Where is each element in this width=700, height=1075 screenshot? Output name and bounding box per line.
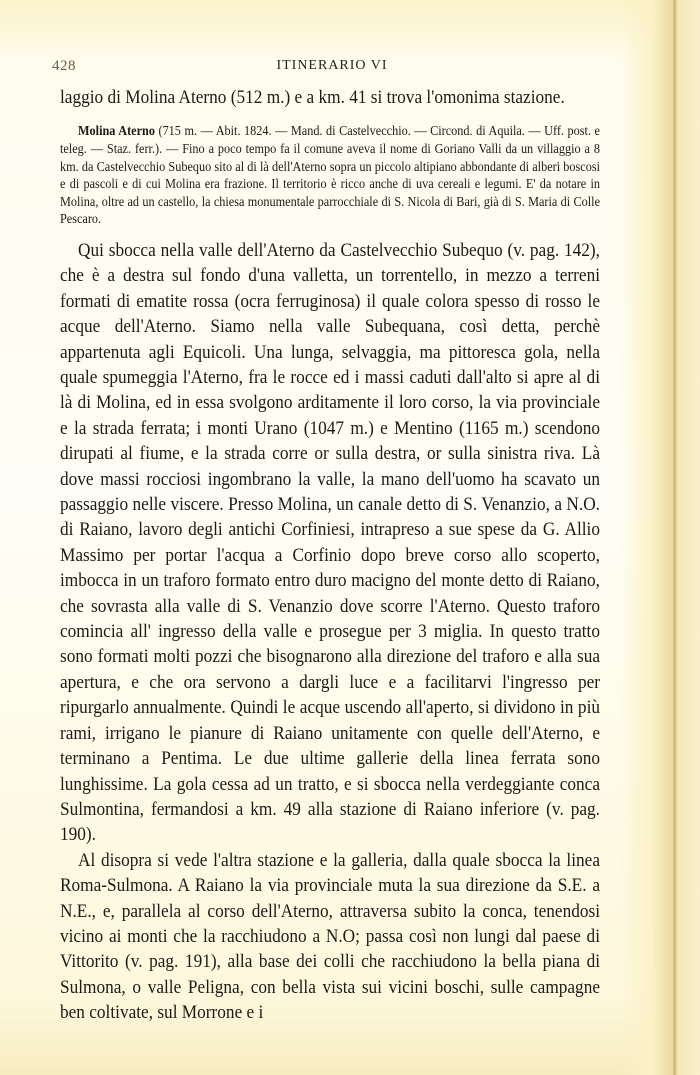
paragraph-main: Qui sbocca nella valle dell'Aterno da Castelvecchio Subequo (v. pag. 142), che è a destra sul fondo d'una valletta, un torrentello, in mezzo a terreni formati di ematite rossa (ocra ferruginosa) il quale colora spesso di rosso le acque dell'Aterno. Siamo nella valle Subequana, così detta, perchè appartenuta agli Equicoli. Una lunga, selvaggia, ma pittoresca gola, nella quale spumeggia l'Aterno, fra le rocce ed i massi caduti dall'alto si apre al di là di Molina, ed in essa svolgono arditamente il loro corso, la via provinciale e la strada ferrata; i monti Urano (1047 m.) e Mentino (1165 m.) scendono dirupati al fiume, e la strada corre or sulla destra, or sulla sinistra riva. Là dove massi rocciosi ingombrano la valle, la mano dell'uomo ha scavato un passaggio nelle viscere. Presso Molina, un canale detto di S. Venanzio, a N.O. di Raiano, lavoro degli antichi Corfiniesi, intrapreso a sue spese da G. Allio Massimo per portar l'acqua a Corfinio dopo breve corso allo scoperto, imbocca in un traforo formato entro duro macigno del monte detto di Raiano, che sovrasta alla valle di S. Venanzio dove scorre l'Aterno. Questo traforo comincia all' ingresso della valle e prosegue per 3 miglia. In questo tratto sono formati molti pozzi che bisognarono alla direzione del traforo e alla sua apertura, e che ora servono a dargli luce e a facilitarvi l'ingresso per ripurgarlo annualmente. Quindi le acque uscendo all'aperto, si dividono in più rami, irrigano le pianure di Raiano unitamente con quelle dell'Aterno, e terminano a Pentima. Le due ultime gallerie della linea ferrata sono lunghissime. La gola cessa ad un tratto, e si sbocca nella verdeggiante conca Sulmontina, fermandosi a km. 49 alla stazione di Raiano inferiore (v. pag. 190). (60, 239, 600, 846)
ink-spot-decoration (686, 735, 694, 747)
paragraph-continuation: laggio di Molina Aterno (512 m.) e a km. 41 si trova l'omonima stazione. (60, 87, 565, 108)
paragraph-final: Al disopra si vede l'altra stazione e la galleria, dalla quale sbocca la linea Roma-Sulmona. A Raiano la via provinciale muta la sua direzione da S.E. a N.E., e, parallela al corso dell'Aterno, attraversa subito la conca, tenendosi vicino ai monti che la racchiudono a N.O; passa così non lungi dal paese di Vittorito (v. pag. 191), alla base dei colli che racchiudono la bella piana di Sulmona, o valle Peligna, con bella vista sui vicini boschi, sulle campagne ben coltivate, sul Morrone e i (60, 849, 600, 1024)
running-head (52, 58, 612, 80)
page-number: 428 (52, 58, 76, 74)
ink-spot-decoration (685, 885, 693, 897)
note-paragraph (60, 122, 600, 228)
note-text: (715 m. — Abit. 1824. — Mand. di Castelvecchio. — Circond. di Aquila. — Uff. post. e teleg. — Staz. ferr.). — Fino a poco tempo fa il comune aveva il nome di Goriano Valli da un villaggio a 8 km. da Castelvecchio Subequo sito al di là dell'Aterno sopra un piccolo altipiano abbondante di alberi boscosi e di pascoli e di cui Molina era frazione. Il territorio è ricco anche di uva cereali e legumi. E' da notare in Molina, oltre ad un castello, la chiesa monumentale parrocchiale di S. Nicola di Bari, già di S. Maria di Colle Pescaro. (60, 123, 600, 227)
running-title: ITINERARIO VI (276, 58, 388, 73)
body-text (60, 85, 600, 1026)
note-title: Molina Aterno (78, 123, 155, 139)
